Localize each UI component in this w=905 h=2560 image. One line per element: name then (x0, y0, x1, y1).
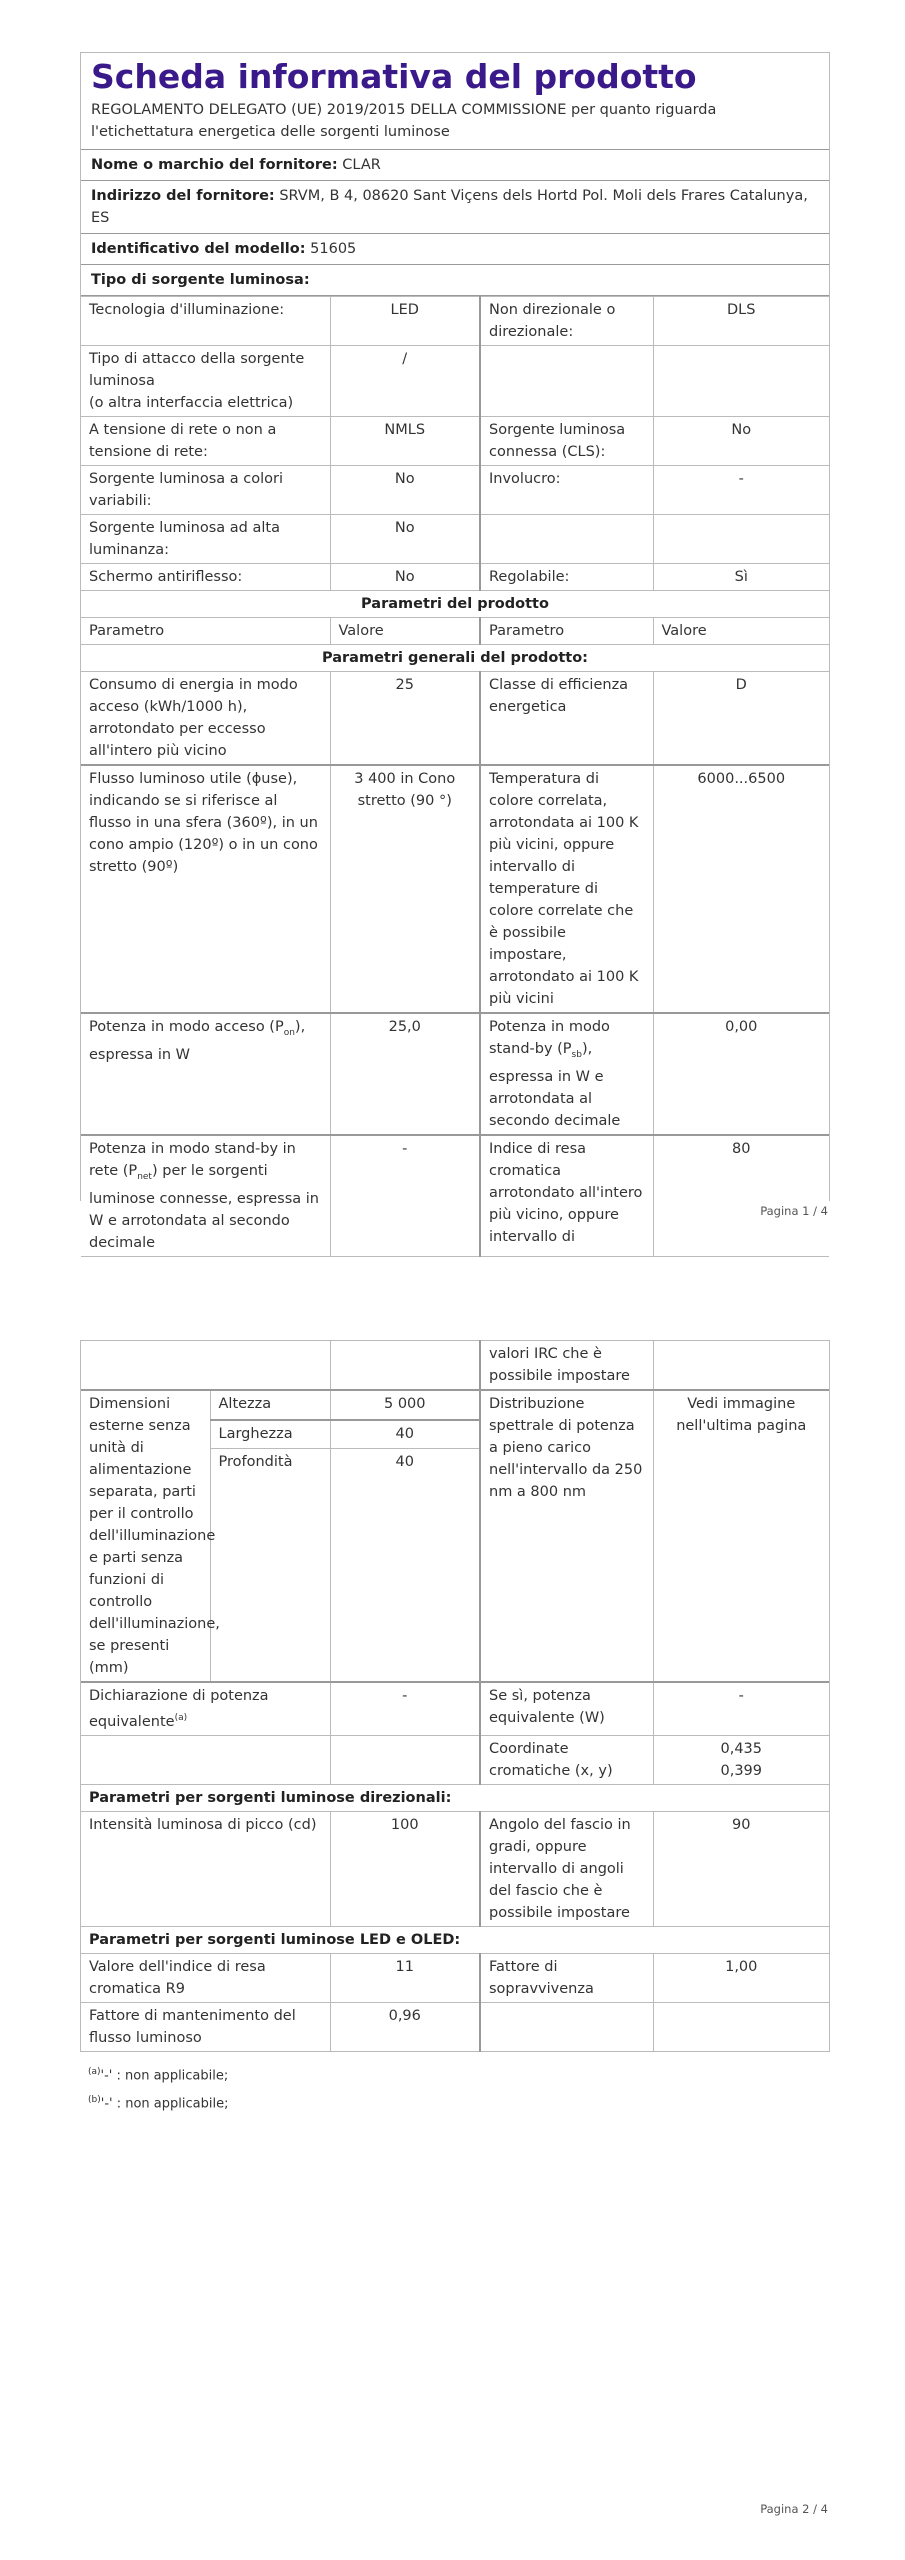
envelope-label: Involucro: (480, 466, 653, 515)
empty-cell (480, 346, 653, 417)
dimmable-label: Regolabile: (480, 564, 653, 591)
pon-value: 25,0 (330, 1013, 480, 1135)
supplier-address-value: SRVM, B 4, 08620 Sant Viçens dels Hortd Pol. Moli dels Frares Catalunya, ES (91, 188, 808, 226)
energy-label: Consumo di energia in modo acceso (kWh/1000 h), arrotondato per eccesso all'intero più vicino (81, 672, 330, 766)
supplier-name-label: Nome o marchio del fornitore: (91, 157, 338, 173)
col-header-param: Parametro (81, 618, 330, 645)
pnet-subscript: net (137, 1171, 152, 1182)
depth-label: Profondità (210, 1449, 330, 1683)
chroma-y: 0,399 (720, 1762, 762, 1779)
peak-value: 100 (330, 1811, 480, 1926)
cct-value: 6000...6500 (653, 765, 829, 1013)
survival-value: 1,00 (653, 1953, 829, 2002)
flux-label: Flusso luminoso utile (ϕuse), indicando se si riferisce al flusso in una sfera (360º), in un cono ampio (120º) o in un cono stretto (90º) (81, 765, 330, 1013)
height-label: Altezza (210, 1390, 330, 1420)
cri-label-part2: valori IRC che è possibile impostare (480, 1341, 653, 1391)
equiv-value: - (330, 1682, 480, 1735)
empty-cell (653, 346, 829, 417)
height-value: 5 000 (330, 1390, 480, 1420)
pon-label-b: ), espressa in W (89, 1019, 306, 1063)
peak-label: Intensità luminosa di picco (cd) (81, 1811, 330, 1926)
cap-label-line2: (o altra interfaccia elettrica) (89, 395, 294, 411)
pon-label (81, 1013, 330, 1135)
width-value: 40 (330, 1420, 480, 1449)
r9-value: 11 (330, 1953, 480, 2002)
empty-cell (653, 515, 829, 564)
model-id-value: 51605 (310, 241, 357, 257)
chroma-label: Coordinate cromatiche (x, y) (480, 1735, 653, 1784)
light-source-type-row (81, 265, 829, 296)
empty-cell (81, 1341, 330, 1391)
spd-label: Distribuzione spettrale di potenza a pieno carico nell'intervallo da 250 nm a 800 nm (480, 1390, 653, 1682)
envelope-value: - (653, 466, 829, 515)
cri-value: 80 (653, 1135, 829, 1256)
footnote-b-ref: (b) (88, 2095, 101, 2106)
mains-label: A tensione di rete o non a tensione di rete: (81, 417, 330, 466)
product-sheet-page-2 (80, 1340, 830, 2052)
light-source-table (81, 296, 829, 1257)
depth-value: 40 (330, 1449, 480, 1683)
model-id-row (81, 234, 829, 265)
dims-label: Dimensioni esterne senza unità di alimentazione separata, parti per il controllo dell'illuminazione e parti senza funzioni di controllo dell'illuminazione, se presenti (mm) (81, 1390, 210, 1682)
chroma-values (653, 1735, 829, 1784)
page-2 (0, 1280, 905, 2560)
equiv-footnote-ref: (a) (174, 1713, 188, 1723)
supplier-name-row (81, 150, 829, 181)
led-params-heading: Parametri per sorgenti luminose LED e OLED: (81, 1926, 829, 1953)
r9-label: Valore dell'indice di resa cromatica R9 (81, 1953, 330, 2002)
cap-label (81, 346, 330, 417)
psb-label (480, 1013, 653, 1135)
beam-label: Angolo del fascio in gradi, oppure intervallo di angoli del fascio che è possibile impostare (480, 1811, 653, 1926)
flux-value: 3 400 in Cono stretto (90 °) (330, 765, 480, 1013)
class-label: Classe di efficienza energetica (480, 672, 653, 766)
pnet-value: - (330, 1135, 480, 1256)
beam-value: 90 (653, 1811, 829, 1926)
equiv-w-value: - (653, 1682, 829, 1735)
colour-label: Sorgente luminosa a colori variabili: (81, 466, 330, 515)
empty-cell (653, 2002, 829, 2051)
survival-label: Fattore di sopravvivenza (480, 1953, 653, 2002)
width-label: Larghezza (210, 1420, 330, 1449)
cap-label-line1: Tipo di attacco della sorgente luminosa (89, 351, 305, 389)
pon-label-a: Potenza in modo acceso (P (89, 1019, 284, 1035)
class-value: D (653, 672, 829, 766)
empty-cell (653, 1341, 829, 1391)
footnote-a (88, 2060, 228, 2088)
cap-value: / (330, 346, 480, 417)
cri-label-part1: Indice di resa cromatica arrotondato all'intero più vicino, oppure intervallo di (480, 1135, 653, 1256)
footnotes (88, 2060, 228, 2117)
highlum-value: No (330, 515, 480, 564)
spd-value: Vedi immagine nell'ultima pagina (653, 1390, 829, 1682)
colour-value: No (330, 466, 480, 515)
footnote-b-text: '-' : non applicabile; (100, 2096, 229, 2112)
tech-label: Tecnologia d'illuminazione: (81, 297, 330, 346)
psb-label-a: Potenza in modo stand-by (P (489, 1019, 610, 1057)
psb-value: 0,00 (653, 1013, 829, 1135)
cct-label: Temperatura di colore correlata, arrotondata ai 100 K più vicini, oppure intervallo di temperature di colore correlate che è possibile impostare, arrotondato ai 100 K più vicini (480, 765, 653, 1013)
nondir-label: Non direzionale o direzionale: (480, 297, 653, 346)
empty-cell (480, 2002, 653, 2051)
col-header-param-2: Parametro (480, 618, 653, 645)
product-params-heading: Parametri del prodotto (81, 591, 829, 618)
tech-value: LED (330, 297, 480, 346)
params-table-continued (81, 1340, 829, 2052)
footnote-a-ref: (a) (88, 2067, 101, 2077)
pnet-label (81, 1135, 330, 1256)
mains-value: NMLS (330, 417, 480, 466)
cls-value: No (653, 417, 829, 466)
general-params-heading: Parametri generali del prodotto: (81, 645, 829, 672)
antiglare-value: No (330, 564, 480, 591)
equiv-w-label: Se sì, potenza equivalente (W) (480, 1682, 653, 1735)
chroma-x: 0,435 (720, 1740, 762, 1757)
empty-cell (330, 1341, 480, 1391)
pon-subscript: on (283, 1027, 295, 1038)
antiglare-label: Schermo antiriflesso: (81, 564, 330, 591)
model-id-label: Identificativo del modello: (91, 241, 306, 257)
empty-cell (81, 1735, 330, 1784)
directional-params-heading: Parametri per sorgenti luminose direzionali: (81, 1784, 829, 1811)
equiv-label (81, 1682, 330, 1735)
psb-label-b: ), espressa in W e arrotondata al secondo decimale (489, 1041, 621, 1129)
highlum-label: Sorgente luminosa ad alta luminanza: (81, 515, 330, 564)
energy-value: 25 (330, 672, 480, 766)
maintenance-value: 0,96 (330, 2002, 480, 2051)
footnote-b (88, 2088, 228, 2116)
nondir-value: DLS (653, 297, 829, 346)
regulation-subtitle: REGOLAMENTO DELEGATO (UE) 2019/2015 DELLA COMMISSIONE per quanto riguarda l'etichettatura energetica delle sorgenti luminose (81, 99, 829, 150)
supplier-name-value: CLAR (342, 157, 381, 173)
dimmable-value: Sì (653, 564, 829, 591)
page-number: Pagina 1 / 4 (760, 1204, 828, 1218)
cls-label: Sorgente luminosa connessa (CLS): (480, 417, 653, 466)
light-source-type-label: Tipo di sorgente luminosa: (91, 272, 310, 288)
supplier-address-row (81, 181, 829, 234)
supplier-address-label: Indirizzo del fornitore: (91, 188, 275, 204)
page-title: Scheda informativa del prodotto (91, 57, 697, 96)
maintenance-label: Fattore di mantenimento del flusso luminoso (81, 2002, 330, 2051)
equiv-label-text: Dichiarazione di potenza equivalente (89, 1688, 269, 1730)
psb-subscript: sb (571, 1049, 582, 1060)
pnet-label-b: ) per le sorgenti luminose connesse, espressa in W e arrotondata al secondo decimale (89, 1162, 319, 1251)
page-number: Pagina 2 / 4 (760, 2502, 828, 2516)
col-header-value: Valore (330, 618, 480, 645)
pnet-label-a: Potenza in modo stand-by in rete (P (89, 1140, 296, 1179)
footnote-a-text: '-' : non applicabile; (100, 2068, 229, 2084)
empty-cell (480, 515, 653, 564)
col-header-value-2: Valore (653, 618, 829, 645)
empty-cell (330, 1735, 480, 1784)
